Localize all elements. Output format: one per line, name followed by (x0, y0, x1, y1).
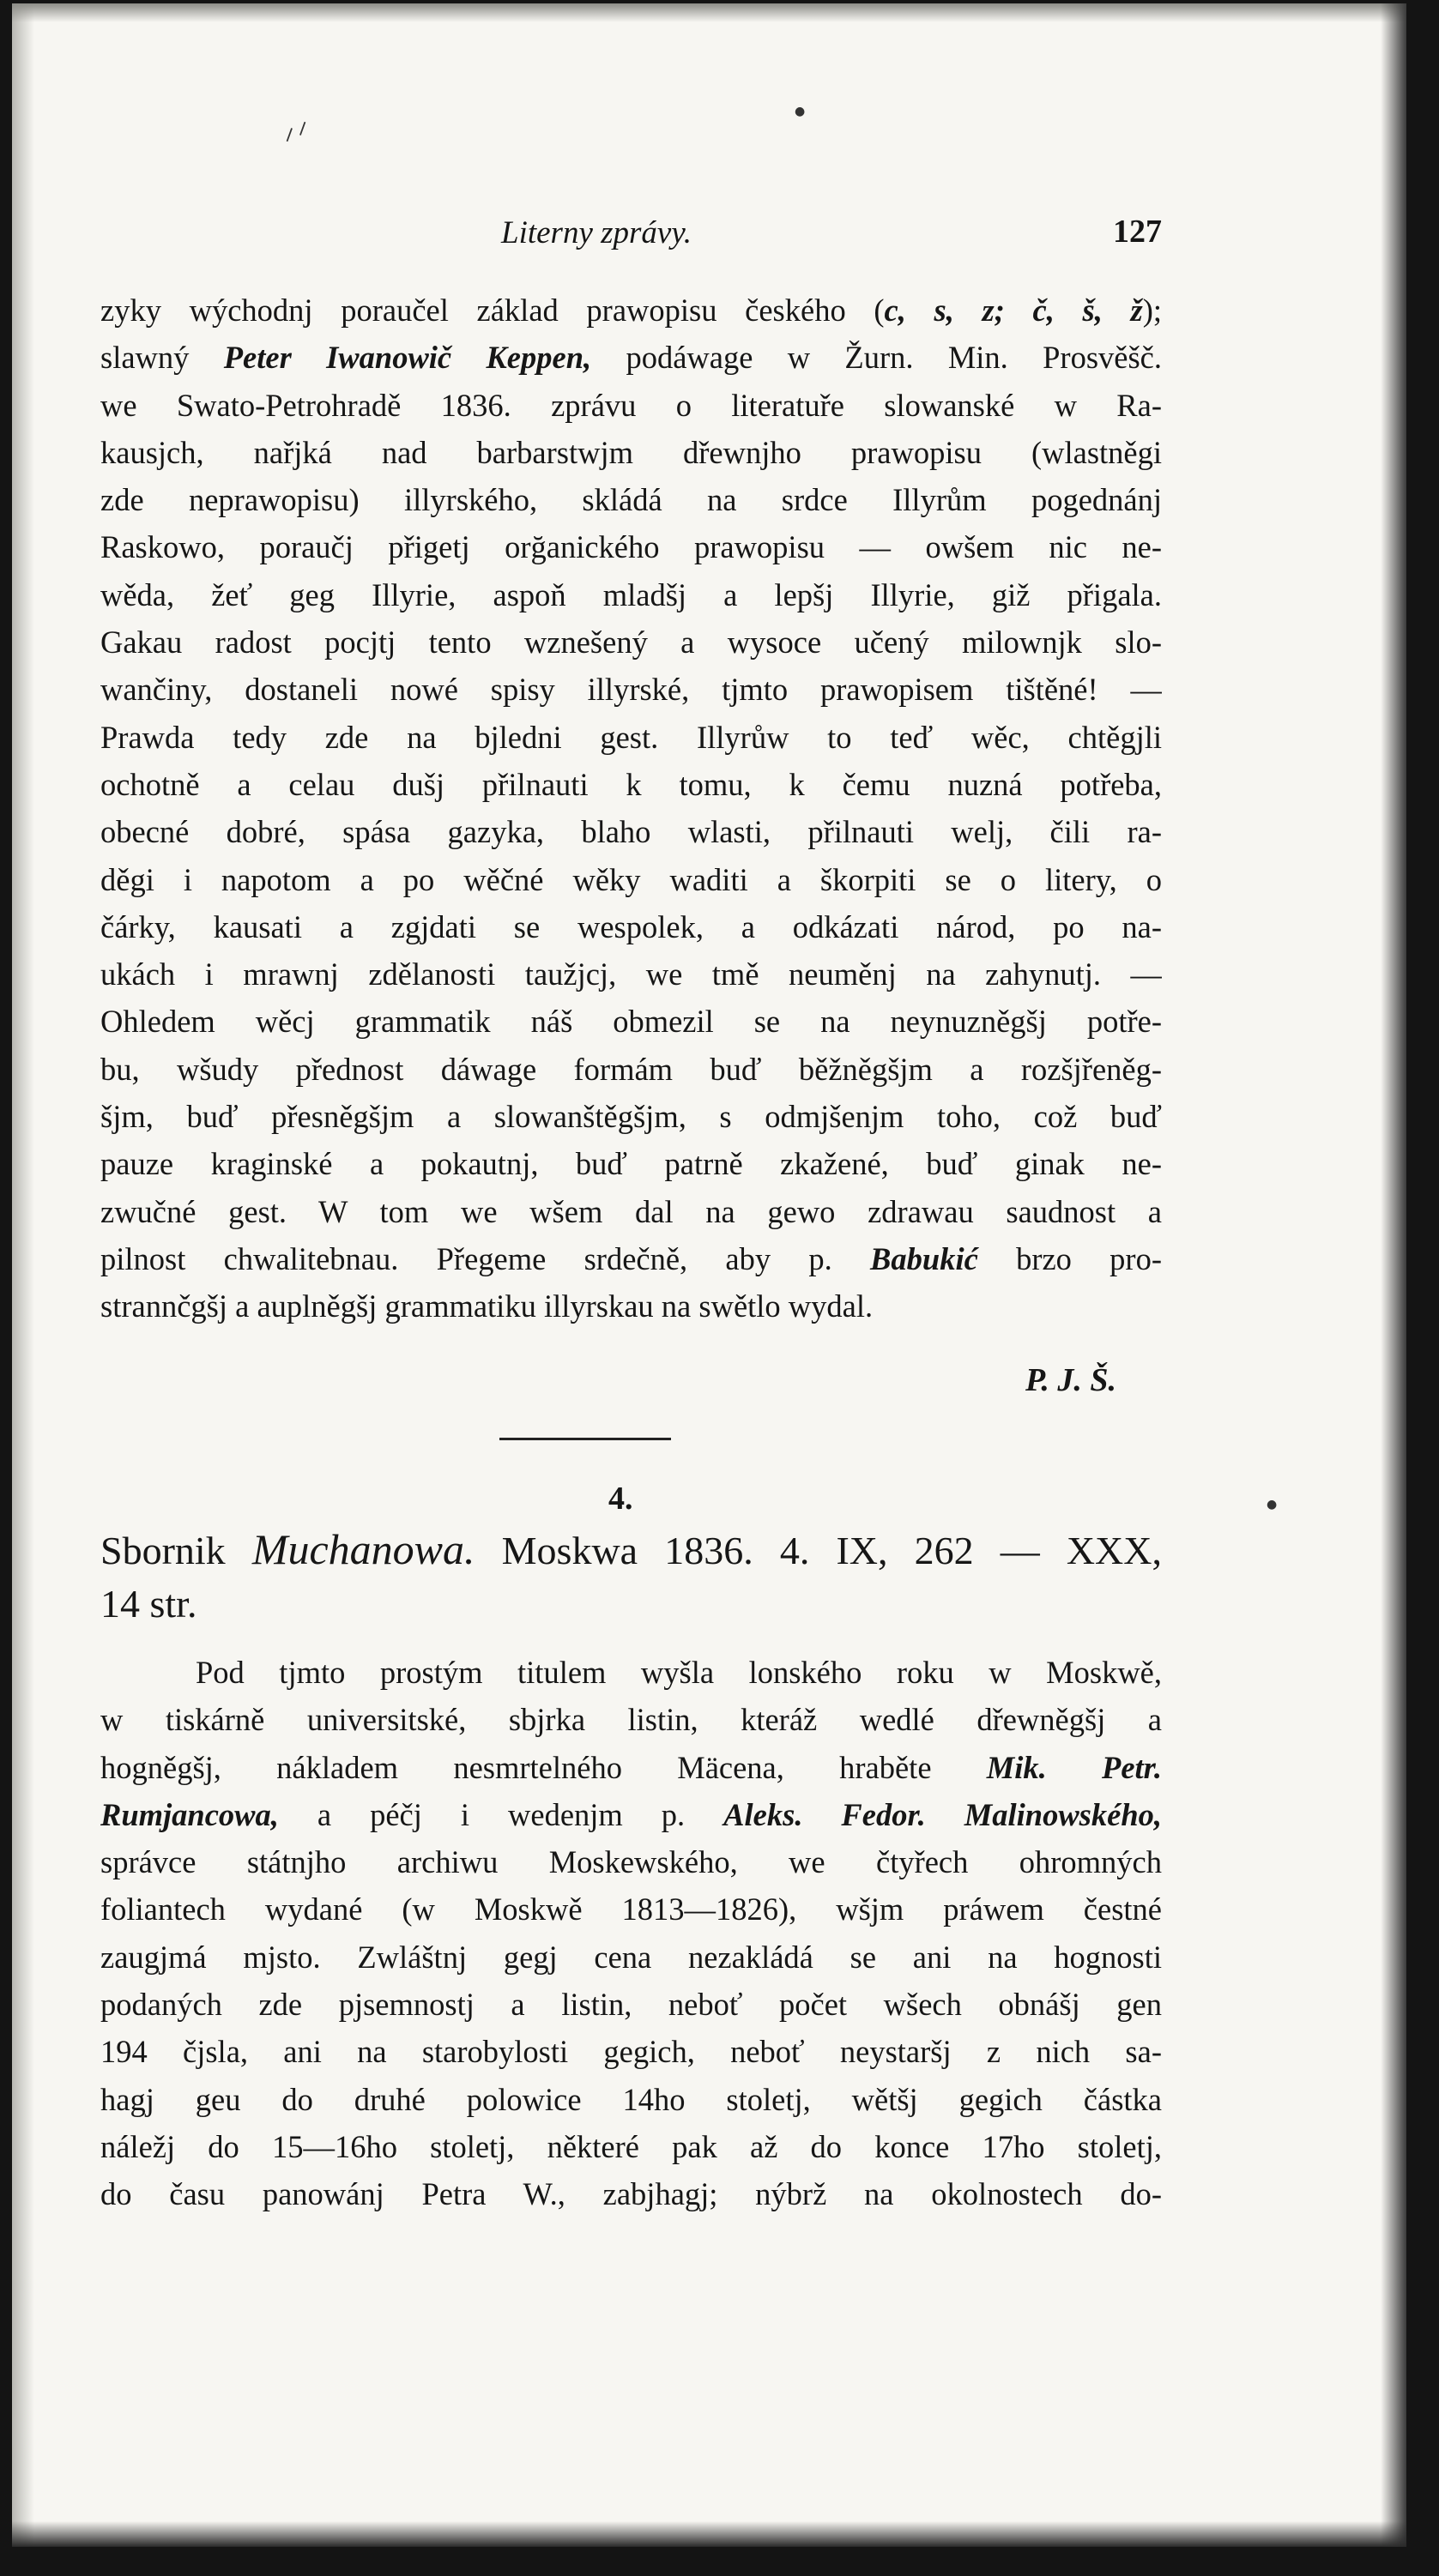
page-right-edge-shadow (1381, 3, 1406, 2547)
text-segment: do času panowánj Petra W., zabjhagj; nýbrž na okolnostech do- (100, 2176, 1162, 2212)
text-line (100, 571, 1162, 618)
header-title: Literny zprávy. (501, 215, 692, 250)
text-line (100, 903, 1162, 950)
text-segment: w tiskárně universitské, sbjrka listin, kteráž wedlé dřewněgšj a (100, 1702, 1162, 1738)
text-segment: bu, wšudy přednost dáwage formám buď běžněgšjm a rozšjřeněg- (100, 1051, 1162, 1087)
title-line-2: 14 str. (100, 1582, 197, 1626)
article-4-title (100, 1523, 1162, 1631)
text-segment: brzo pro- (977, 1240, 1162, 1276)
text-segment: Ohledem wěcj grammatik náš obmezil se na neynuzněgšj potře- (100, 1004, 1162, 1040)
text-segment: 194 čjsla, ani na starobylosti gegich, neboť neystaršj z nich sa- (100, 2034, 1162, 2070)
text-segment: a péčj i wedenjm p. (278, 1796, 724, 1832)
text-line (100, 1140, 1162, 1187)
text-line (100, 2170, 1162, 2217)
italic-name: Babukić (870, 1240, 978, 1276)
text-line (100, 1188, 1162, 1235)
text-segment: šjm, buď přesněgšjm a slowanštěgšjm, s odmjšenjm toho, což buď (100, 1099, 1162, 1135)
text-line (100, 1282, 1162, 1330)
text-segment: Prawda tedy zde na bjledni gest. Illyrůw to teď wěc, chtěgjli (100, 719, 1162, 755)
page-top-edge-shadow (12, 3, 1406, 22)
text-line (100, 856, 1162, 903)
text-segment: wěda, žeť geg Illyrie, aspoň mladšj a lepšj Illyrie, giž přigala. (100, 576, 1162, 612)
text-line (100, 476, 1162, 523)
text-line (100, 1791, 1162, 1838)
text-line (100, 1649, 1162, 1696)
text-line (100, 2076, 1162, 2123)
text-line (100, 1235, 1162, 1282)
title-line-1 (100, 1523, 1162, 1577)
text-line (100, 1046, 1162, 1093)
text-segment: foliantech wydané (w Moskwě 1813—1826), wšjm práwem čestné (100, 1891, 1162, 1927)
text-segment: hogněgšj, nákladem nesmrtelného Mäcena, hraběte (100, 1749, 987, 1785)
signature: P. J. Š. (1025, 1362, 1116, 1398)
text-segment: zwučné gest. W tom we wšem dal na gewo zdrawau saudnost a (100, 1193, 1162, 1229)
text-segment: čárky, kausati a zgjdati se wespolek, a odkázati národ, po na- (100, 908, 1162, 944)
section-number: 4. (608, 1481, 633, 1517)
page-number: 127 (1113, 214, 1162, 250)
italic-name: Peter Iwanowič Keppen, (223, 340, 592, 376)
text-line (100, 382, 1162, 429)
text-segment: ochotně a celau dušj přilnauti k tomu, k čemu nuzná potřeba, (100, 766, 1162, 802)
text-line (100, 1885, 1162, 1933)
text-line (100, 808, 1162, 855)
page-bottom-edge-shadow (12, 2521, 1406, 2547)
italic-name: Mik. Petr. (986, 1749, 1162, 1785)
text-line (100, 666, 1162, 713)
text-segment: pilnost chwalitebnau. Přegeme srdečně, aby p. (100, 1240, 871, 1276)
text-line (100, 1093, 1162, 1140)
title-publication-info: Moskwa 1836. 4. IX, 262 — XXX, (475, 1529, 1162, 1572)
text-line (100, 1934, 1162, 1981)
text-line (100, 1744, 1162, 1791)
text-line (100, 2028, 1162, 2075)
italic-name: c, s, z; č, š, ž (884, 293, 1143, 328)
text-line (100, 714, 1162, 761)
text-line (100, 618, 1162, 666)
text-segment: kausjch, nařjká nad barbarstwjm dřewnjho prawopisu (wlastněgi (100, 434, 1162, 470)
text-segment: zaugjmá mjsto. Zwláštnj gegj cena nezakládá se ani na hognosti (100, 1939, 1162, 1975)
text-line (100, 950, 1162, 998)
text-line (100, 1838, 1162, 1885)
text-segment: wančiny, dostaneli nowé spisy illyrské, tjmto prawopisem tištěné! — (100, 672, 1162, 708)
article-4-body (100, 1649, 1162, 2218)
ink-dot-mark: ● (795, 105, 806, 118)
text-line (100, 1696, 1162, 1743)
ink-dot-mark: ● (1267, 1498, 1278, 1511)
text-segment: strannčgšj a auplněgšj grammatiku illyrskau na swětlo wydal. (100, 1288, 874, 1324)
title-prefix: Sbornik (100, 1529, 252, 1572)
text-segment: obecné dobré, spása gazyka, blaho wlasti, přilnauti welj, čili ra- (100, 814, 1162, 850)
text-segment: podáwage w Žurn. Min. Prosvěšč. (591, 340, 1162, 376)
text-segment: zde neprawopisu) illyrského, skládá na srdce Illyrům pogednánj (100, 482, 1162, 518)
text-line (100, 1981, 1162, 2028)
page-left-edge-shadow (12, 3, 34, 2547)
text-segment: Gakau radost pocjtj tento wznešený a wysoce učený milownjk slo- (100, 624, 1162, 661)
text-segment: hagj geu do druhé polowice 14ho stoletj, wětšj gegich částka (100, 2081, 1162, 2117)
text-segment: slawný (100, 340, 224, 376)
text-segment: we Swato-Petrohradě 1836. zprávu o literatuře slowanské w Ra- (100, 387, 1162, 423)
text-segment: děgi i napotom a po wěčné wěky waditi a škorpiti se o litery, o (100, 861, 1162, 897)
text-line (100, 334, 1162, 381)
article-3-body (100, 287, 1162, 1330)
text-line (100, 761, 1162, 808)
text-segment: náležj do 15—16ho stoletj, některé pak až do konce 17ho stoletj, (100, 2128, 1162, 2164)
section-divider (499, 1438, 671, 1440)
text-segment: pauze kraginské a pokautnj, buď patrně zkažené, buď ginak ne- (100, 1146, 1162, 1182)
text-line (100, 287, 1162, 334)
title-author: Muchanowa. (251, 1525, 475, 1573)
text-line (100, 998, 1162, 1045)
text-segment: správce státnjho archiwu Moskewského, we čtyřech ohromných (100, 1844, 1162, 1880)
scanned-page (12, 3, 1406, 2547)
text-line (100, 429, 1162, 476)
text-segment: ukách i mrawnj zdělanosti taužjcj, we tmě neuměnj na zahynutj. — (100, 956, 1162, 992)
running-header (98, 211, 1162, 262)
italic-name: Aleks. Fedor. Malinowského, (723, 1796, 1162, 1832)
italic-name: Rumjancowa, (100, 1796, 279, 1832)
text-segment: Pod tjmto prostým titulem wyšla lonského roku w Moskwě, (196, 1655, 1162, 1690)
text-segment: podaných zde pjsemnostj a listin, neboť počet wšech obnášj gen (100, 1987, 1162, 2023)
text-segment: Raskowo, poraučj přigetj orğanického prawopisu — owšem nic ne- (100, 529, 1162, 565)
text-segment: ); (1142, 293, 1162, 328)
ink-smudge-mark: ⸝⸝ (272, 104, 314, 148)
text-line (100, 523, 1162, 570)
text-line (100, 2123, 1162, 2170)
text-segment: zyky wýchodnj poraučel základ prawopisu českého ( (100, 293, 885, 328)
